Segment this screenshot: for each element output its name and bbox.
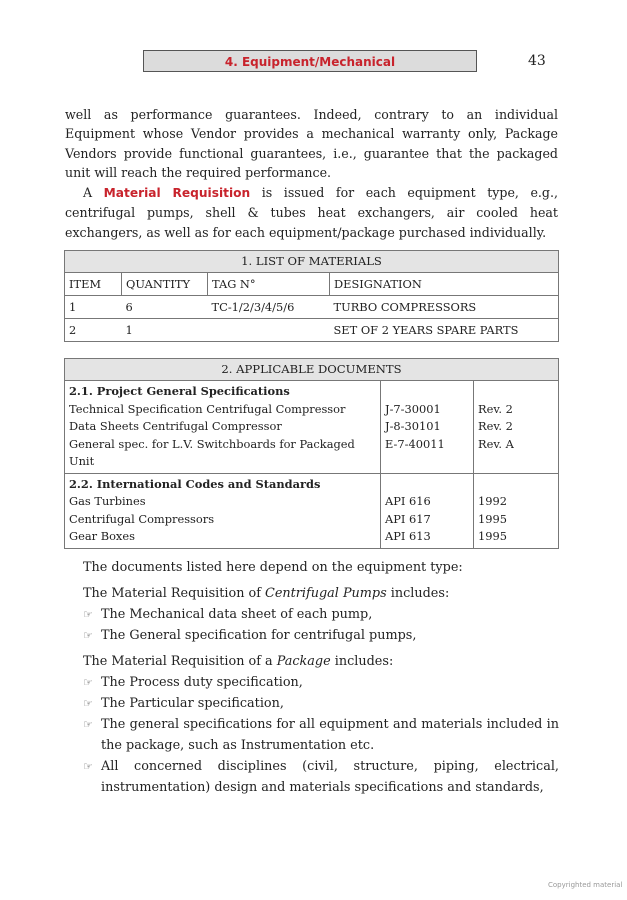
doc-number: E-7-40011 — [385, 436, 445, 451]
pointing-hand-icon: ☞ — [83, 760, 93, 773]
pumps-pre: The Material Requisition of — [83, 586, 266, 601]
applicable-documents-table — [64, 358, 559, 549]
col-header-item: ITEM — [65, 273, 122, 296]
pumps-post: includes: — [386, 586, 450, 601]
doc-title: Technical Specification Centrifugal Compressor — [69, 401, 346, 416]
doc-revision: Rev. 2 — [478, 401, 513, 416]
term-material-requisition: Material Requisition — [103, 186, 251, 200]
col-header-tag: TAG N° — [208, 273, 330, 296]
documents-section-general-specs — [65, 381, 559, 474]
doc-number: API 613 — [385, 529, 431, 543]
pumps-intro — [83, 583, 559, 604]
chapter-title: 4. Equipment/Mechanical — [224, 55, 396, 69]
table-row — [65, 319, 559, 342]
copyright-notice: Copyrighted material — [548, 881, 623, 889]
package-post: includes: — [330, 654, 394, 669]
list-item-text: The general specifications for all equipment and materials included in the package, such as Instrumentation etc. — [101, 717, 559, 753]
cell-item: 2 — [65, 319, 122, 342]
pointing-hand-icon: ☞ — [83, 676, 93, 689]
package-intro — [83, 651, 559, 672]
paragraph-guarantees: well as performance guarantees. Indeed, contrary to an individual Equipment whose Vendor provides a mechanical warranty only, Package Vendors provide functional guarantees, i.e., guarantee that the packaged unit will reach the required performance. — [65, 107, 558, 180]
pointing-hand-icon: ☞ — [83, 718, 93, 731]
doc-title: Data Sheets Centrifugal Compressor — [69, 419, 282, 433]
pointing-hand-icon: ☞ — [83, 629, 93, 642]
pointing-hand-icon: ☞ — [83, 697, 93, 710]
cell-quantity: 1 — [122, 319, 208, 342]
list-item — [83, 625, 559, 646]
doc-title: General spec. for L.V. Switchboards for Packaged Unit — [69, 436, 355, 468]
documents-section-codes-standards — [65, 473, 559, 548]
documents-table-title: 2. APPLICABLE DOCUMENTS — [65, 359, 559, 381]
materials-table-title: 1. LIST OF MATERIALS — [65, 251, 559, 273]
list-item-text: The Process duty specification, — [101, 675, 303, 690]
list-item — [83, 714, 559, 756]
materials-header-row — [65, 273, 559, 296]
list-item-text: All concerned disciplines (civil, structure, piping, electrical, instrumentation) design and materials specifications and standards, — [101, 759, 559, 795]
doc-revision: Rev. A — [478, 436, 514, 451]
cell-quantity: 6 — [122, 296, 208, 319]
paragraph-start: A — [83, 185, 104, 200]
cell-item: 1 — [65, 296, 122, 319]
paragraph-material-requisition — [65, 183, 558, 242]
requisition-contents — [83, 557, 559, 798]
list-item — [83, 756, 559, 798]
doc-year: 1995 — [478, 511, 507, 526]
term-centrifugal-pumps: Centrifugal Pumps — [265, 586, 387, 601]
doc-title: Gas Turbines — [69, 494, 146, 508]
list-item-text: The Particular specification, — [101, 696, 284, 711]
list-of-materials-table — [64, 250, 559, 342]
doc-year: 1992 — [478, 494, 507, 508]
cell-tag — [208, 319, 330, 342]
list-item — [83, 604, 559, 625]
cell-designation: SET OF 2 YEARS SPARE PARTS — [330, 319, 559, 342]
section-heading: 2.1. Project General Specifications — [69, 384, 290, 398]
cell-designation: TURBO COMPRESSORS — [330, 296, 559, 319]
term-package: Package — [276, 654, 331, 669]
table-row — [65, 296, 559, 319]
cell-tag: TC-1/2/3/4/5/6 — [208, 296, 330, 319]
section-heading: 2.2. International Codes and Standards — [69, 476, 321, 491]
intro-line: The documents listed here depend on the equipment type: — [83, 560, 463, 575]
doc-year: 1995 — [478, 529, 507, 543]
pointing-hand-icon: ☞ — [83, 608, 93, 621]
list-item — [83, 693, 559, 714]
doc-title: Gear Boxes — [69, 529, 135, 543]
paragraph-rest: is issued for each equipment type, e.g., centrifugal pumps, shell & tubes heat exchangers, air cooled heat exchangers, as well as for each equipment/package purchased individually. — [65, 185, 558, 240]
doc-number: J-7-30001 — [385, 401, 441, 416]
doc-number: J-8-30101 — [385, 419, 441, 433]
list-item — [83, 672, 559, 693]
doc-number: API 616 — [385, 494, 431, 508]
package-pre: The Material Requisition of a — [83, 654, 277, 669]
list-item-text: The Mechanical data sheet of each pump, — [101, 607, 373, 622]
chapter-header — [143, 50, 477, 72]
list-item-text: The General specification for centrifugal pumps, — [101, 628, 417, 643]
doc-title: Centrifugal Compressors — [69, 511, 215, 526]
col-header-designation: DESIGNATION — [330, 273, 559, 296]
col-header-quantity: QUANTITY — [122, 273, 208, 296]
doc-number: API 617 — [385, 511, 431, 526]
doc-revision: Rev. 2 — [478, 419, 513, 433]
page-number: 43 — [528, 53, 546, 69]
